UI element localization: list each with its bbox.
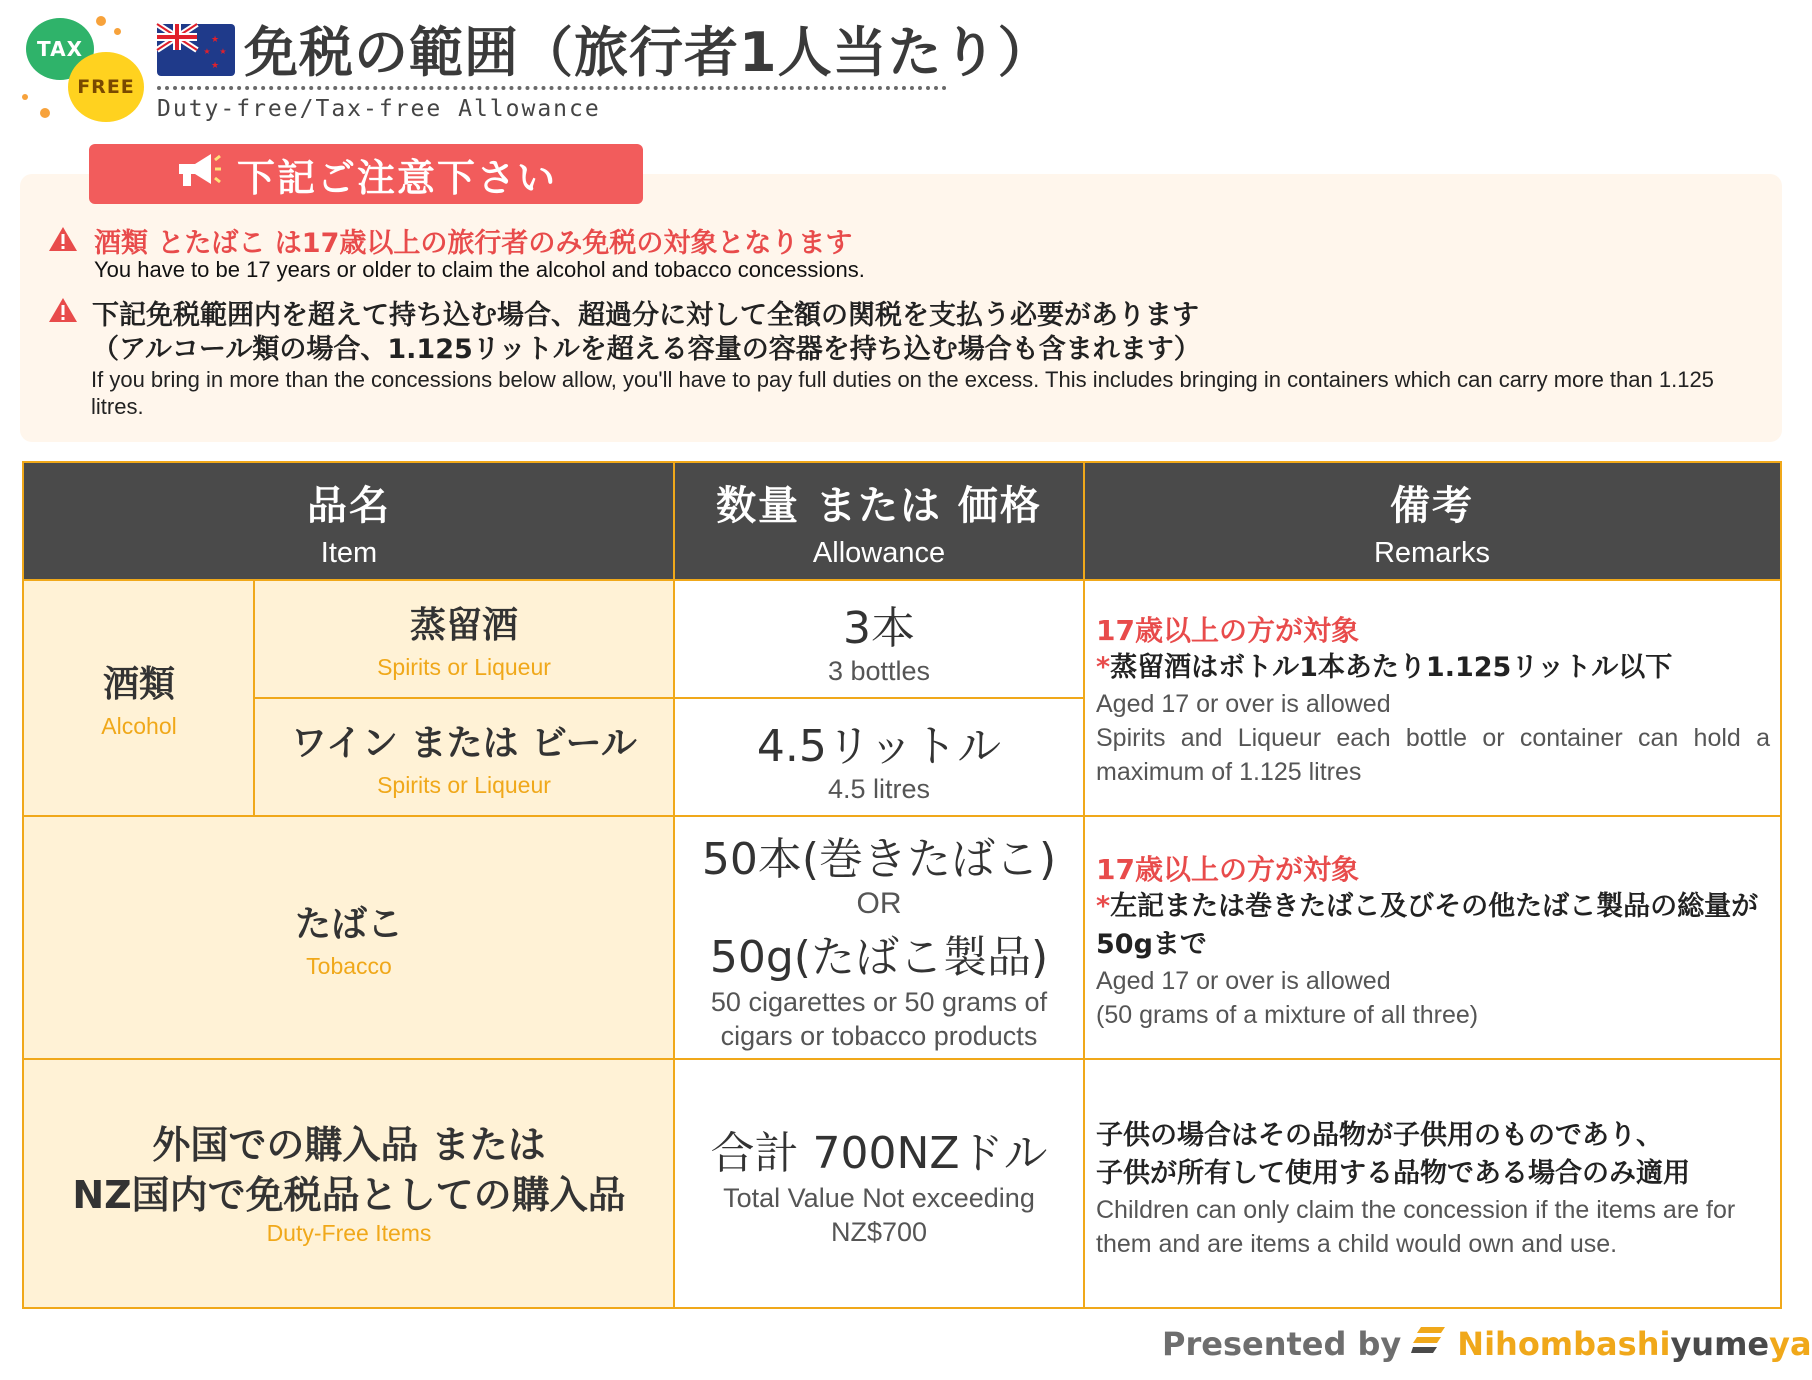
notice-1-en: You have to be 17 years or older to claim the alcohol and tobacco concessions. [94,257,865,282]
header-remarks [1084,463,1780,580]
brand-logo-icon [1411,1325,1447,1363]
presented-by-text: Presented by [1162,1325,1402,1363]
nz-flag-icon [157,24,235,76]
dutyfree-jp1: 外国での購入品 または [152,1122,546,1167]
page-title: 免税の範囲（旅行者1人当たり） [244,21,1053,84]
alcohol-remark-jp: *蒸留酒はボトル1本あたり1.125リットル以下 [1096,652,1673,683]
wine-en: Spirits or Liqueur [377,772,551,798]
brand-name: Nihombashiyumeya [1457,1325,1812,1363]
tobacco-allowance [674,816,1084,1059]
wine-item [254,698,674,816]
footer-credit [1162,1325,1812,1363]
alcohol-remark-age: 17歳以上の方が対象 [1096,614,1359,647]
grid-line [24,579,1780,581]
tobacco-allowance-en: 50 cigarettes or 50 grams of cigars or tobacco products [710,986,1048,1051]
dutyfree-remark-jp1: 子供の場合はその品物が子供用のものであり、 [1096,1120,1663,1151]
dutyfree-remarks [1086,1117,1770,1261]
header-remarks-en: Remarks [1373,536,1490,569]
alcohol-remark-en1: Aged 17 or over is allowed [1096,690,1391,718]
dutyfree-en: Duty-Free Items [266,1219,432,1246]
header-item-jp: 品名 [307,482,391,529]
tobacco-jp: たばこ [294,903,403,945]
dutyfree-item [24,1059,674,1307]
tobacco-remark-age: 17歳以上の方が対象 [1096,853,1359,886]
tobacco-allowance-cigarettes: 50本(巻きたばこ) [701,833,1057,885]
tobacco-en: Tobacco [306,952,392,979]
header-allowance [674,463,1084,580]
wine-allowance-en: 4.5 litres [827,773,931,804]
wine-jp: ワイン または ビール [291,723,637,764]
tobacco-allowance-or: OR [856,886,902,920]
spirits-allowance-en: 3 bottles [827,655,931,686]
alcohol-remark-en2: Spirits and Liqueur each bottle or container can hold a maximum of 1.125 litres [1096,724,1770,786]
wine-allowance-jp: 4.5リットル [756,720,1002,772]
dutyfree-remark-en: Children can only claim the concession if the items are for them and are items a child would own and use. [1096,1196,1736,1258]
svg-text:★: ★ [219,47,227,56]
spirits-item [254,580,674,698]
svg-text:★: ★ [203,47,211,56]
tobacco-remarks [1086,848,1770,1032]
grid-line [24,815,1780,817]
tobacco-remark-jp: *左記または巻きたばこ及びその他たばこ製品の総量が50gまで [1096,891,1759,960]
logo-free-text: FREE [68,52,144,122]
dutyfree-remark-jp2: 子供が所有して使用する品物である場合のみ適用 [1096,1158,1690,1189]
tobacco-allowance-grams: 50g(たばこ製品) [709,931,1049,983]
tobacco-remark-en2: (50 grams of a mixture of all three) [1096,1001,1479,1029]
spirits-jp: 蒸留酒 [409,605,518,646]
tax-free-logo-icon [22,16,152,124]
page-subtitle: Duty-free/Tax-free Allowance [157,96,601,122]
notice-2-jp-note: （アルコール類の場合、1.125リットルを超える容量の容器を持ち込む場合も含まれます） [92,334,1201,365]
alcohol-category [24,580,254,816]
svg-text:★: ★ [210,35,220,45]
header-remarks-jp: 備考 [1390,482,1474,529]
spirits-allowance-jp: 3本 [843,602,915,654]
tobacco-remark-en1: Aged 17 or over is allowed [1096,967,1391,995]
allowance-table [22,461,1782,1309]
spirits-en: Spirits or Liqueur [377,654,551,680]
grid-line [673,463,675,1307]
grid-line [24,1058,1780,1060]
tobacco-item [24,816,674,1059]
spirits-allowance [674,580,1084,698]
notice-1-jp: 酒類 とたばこ は17歳以上の旅行者のみ免税の対象となります [94,228,853,259]
alcohol-en: Alcohol [101,713,177,739]
dutyfree-allowance-jp: 合計 700NZドル [710,1128,1048,1179]
header-item [24,463,674,580]
grid-line [1083,463,1085,1307]
wine-allowance [674,698,1084,816]
warning-icon [48,297,78,323]
svg-text:★: ★ [210,61,220,71]
header-allowance-en: Allowance [812,536,946,569]
header-allowance-jp: 数量 または 価格 [716,482,1042,529]
title-divider [157,86,947,90]
alcohol-jp: 酒類 [102,664,175,705]
alcohol-remarks [1086,609,1770,789]
megaphone-icon [175,150,221,199]
logo-tax-text: TAX [26,18,94,80]
dutyfree-jp2: NZ国内で免税品としての購入品 [72,1172,626,1217]
notice-2-jp: 下記免税範囲内を超えて持ち込む場合、超過分に対して全額の関税を支払う必要があります [92,300,1199,331]
notice-banner [89,144,643,204]
warning-icon [48,226,78,252]
dutyfree-allowance [674,1059,1084,1307]
notice-2-en: If you bring in more than the concessions below allow, you'll have to pay full duties on the excess. This includes bringing in containers which can carry more than 1.125 litres. [91,367,1714,419]
header-item-en: Item [320,536,378,569]
notice-banner-label: 下記ご注意下さい [236,155,557,200]
dutyfree-allowance-en: Total Value Not exceeding NZ$700 [723,1183,1035,1247]
grid-line [254,697,1084,699]
